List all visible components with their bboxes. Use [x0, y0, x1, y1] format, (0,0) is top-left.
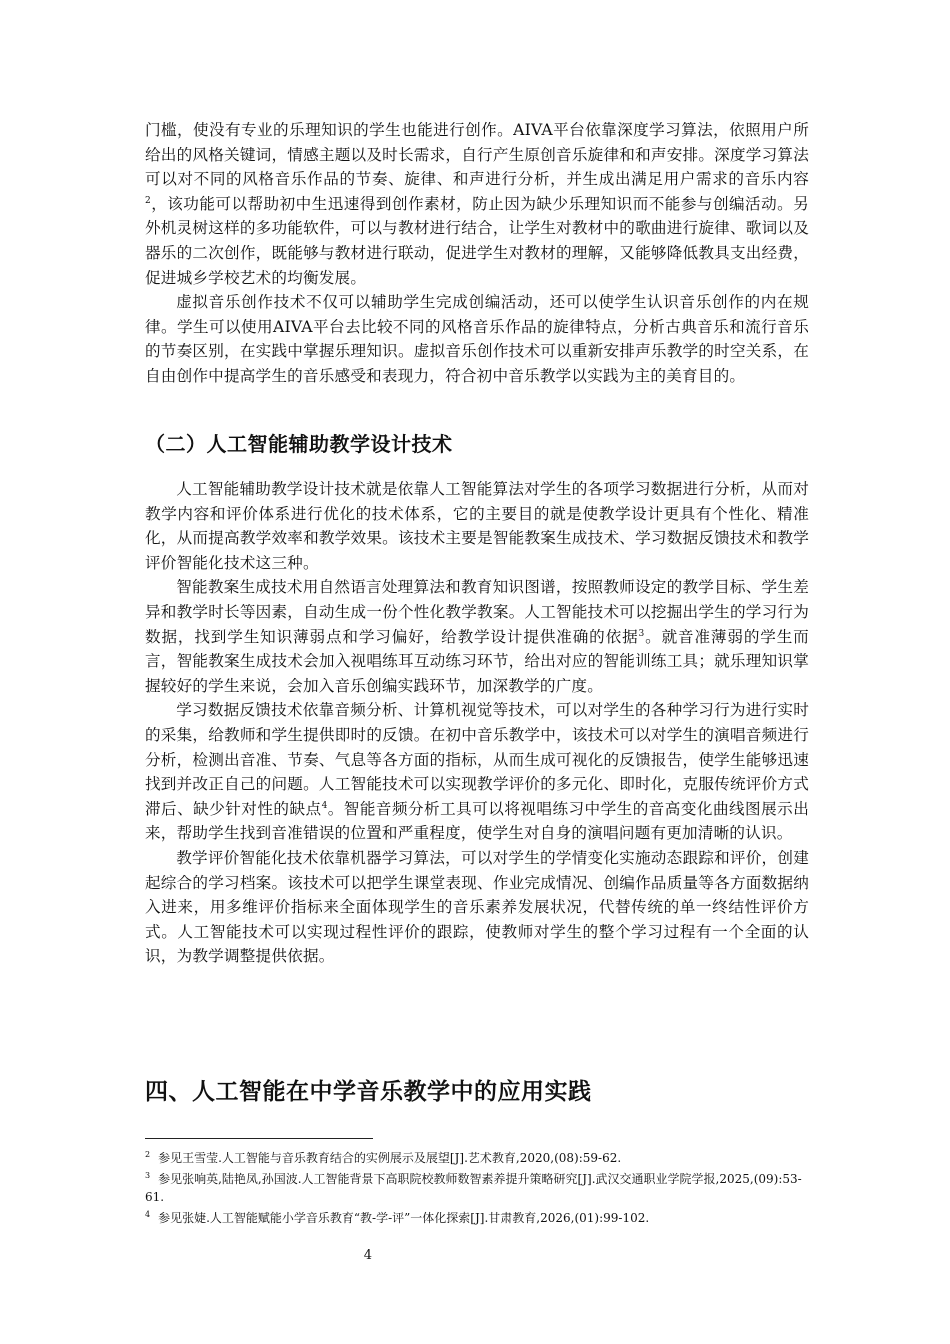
footnote-text: 参见张响英,陆艳凤,孙国波.人工智能背景下高职院校教师数智素养提升策略研究[J].武汉交通职业学院学报,2025,(09):53-61. [145, 1171, 802, 1204]
chapter-heading: 四、人工智能在中学音乐教学中的应用实践 [145, 1079, 592, 1105]
footnote-ref[interactable]: 3 [638, 628, 645, 639]
footnote-number: 2 [145, 1150, 151, 1159]
paragraph-text: 智能教案生成技术用自然语言处理算法和教育知识图谱，按照教师设定的教学目标、学生差异和教学时长等因素，自动生成一份个性化教学教案。人工智能技术可以挖掘出学生的学习行为数据，找到学生知识薄弱点和学习偏好，给教学设计提供准确的依据 [145, 578, 809, 646]
paragraph: 教学评价智能化技术依靠机器学习算法，可以对学生的学情变化实施动态跟踪和评价，创建起综合的学习档案。该技术可以把学生课堂表现、作业完成情况、创编作品质量等各方面数据纳入进来，用多维评价指标来全面体现学生的音乐素养发展状况，代替传统的单一终结性评价方式。人工智能技术可以实现过程性评价的跟踪，使教师对学生的整个学习过程有一个全面的认识，为教学调整提供依据。 [145, 848, 809, 966]
footnote-number: 3 [145, 1170, 151, 1180]
footnote-ref[interactable]: 2 [145, 195, 151, 206]
paragraph-text: 。就音准薄弱的学生而言，智能教案生成技术会加入视唱练耳互动练习环节，给出对应的智能训练工具；就乐理知识掌握较好的学生来说，会加入音乐创编实践环节，加深教学的广度。 [145, 627, 809, 695]
section-heading: （二）人工智能辅助教学设计技术 [145, 432, 453, 456]
footnote [145, 1209, 809, 1228]
footnote [145, 1149, 809, 1168]
page-number: 4 [363, 1248, 372, 1263]
paragraph: 虚拟音乐创作技术不仅可以辅助学生完成创编活动，还可以使学生认识音乐创作的内在规律。学生可以使用AIVA平台去比较不同的风格音乐作品的旋律特点，分析古典音乐和流行音乐的节奏区别，在实践中掌握乐理知识。虚拟音乐创作技术可以重新安排声乐教学的时空关系，在自由创作中提高学生的音乐感受和表现力，符合初中音乐教学以实践为主的美育目的。 [145, 293, 809, 385]
footnote [145, 1170, 809, 1207]
footnote-text: 参见王雪莹.人工智能与音乐教育结合的实例展示及展望[J].艺术教育,2020,(08):59-62. [158, 1151, 622, 1165]
paragraph-text: 学习数据反馈技术依靠音频分析、计算机视觉等技术，可以对学生的各种学习行为进行实时的采集，给教师和学生提供即时的反馈。在初中音乐教学中，该技术可以对学生的演唱音频进行分析，检测出音准、节奏、气息等各方面的指标，从而生成可视化的反馈报告，使学生能够迅速找到并改正自己的问题。人工智能技术可以实现教学评价的多元化、即时化，克服传统评价方式滞后、缺少针对性的缺点 [145, 701, 809, 818]
footnotes [145, 1149, 809, 1229]
footnote-text: 参见张婕.人工智能赋能小学音乐教育“教-学-评”一体化探索[J].甘肃教育,2026,(01):99-102. [158, 1210, 650, 1225]
footnote-number: 4 [145, 1209, 151, 1219]
continuation-text [145, 118, 809, 389]
section-body [145, 477, 809, 969]
paragraph [145, 118, 809, 290]
footnote-ref[interactable]: 4 [321, 800, 328, 811]
paragraph-text: ，该功能可以帮助初中生迅速得到创作素材，防止因为缺少乐理知识而不能参与创编活动。另外机灵树这样的多功能软件，可以与教材进行结合，让学生对教材中的歌曲进行旋律、歌词以及器乐的二次创作，既能够与教材进行联动，促进学生对教材的理解，又能够降低教具支出经费，促进城乡学校艺术的均衡发展。 [145, 194, 809, 287]
paragraph [145, 575, 809, 698]
paragraph-text: 门槛，使没有专业的乐理知识的学生也能进行创作。AIVA平台依靠深度学习算法，依照用户所给出的风格关键词，情感主题以及时长需求，自行产生原创音乐旋律和和声安排。深度学习算法可以对不同的风格音乐作品的节奏、旋律、和声进行分析，并生成出满足用户需求的音乐内容 [145, 121, 809, 189]
paragraph [145, 698, 809, 846]
paragraph-text: 。智能音频分析工具可以将视唱练习中学生的音高变化曲线图展示出来，帮助学生找到音准错误的位置和严重程度，使学生对自身的演唱问题有更加清晰的认识。 [145, 799, 809, 843]
footnote-divider [145, 1138, 373, 1139]
paragraph: 人工智能辅助教学设计技术就是依靠人工智能算法对学生的各项学习数据进行分析，从而对教学内容和评价体系进行优化的技术体系，它的主要目的就是使教学设计更具有个性化、精准化，从而提高教学效率和教学效果。该技术主要是智能教案生成技术、学习数据反馈技术和教学评价智能化技术这三种。 [145, 480, 809, 572]
